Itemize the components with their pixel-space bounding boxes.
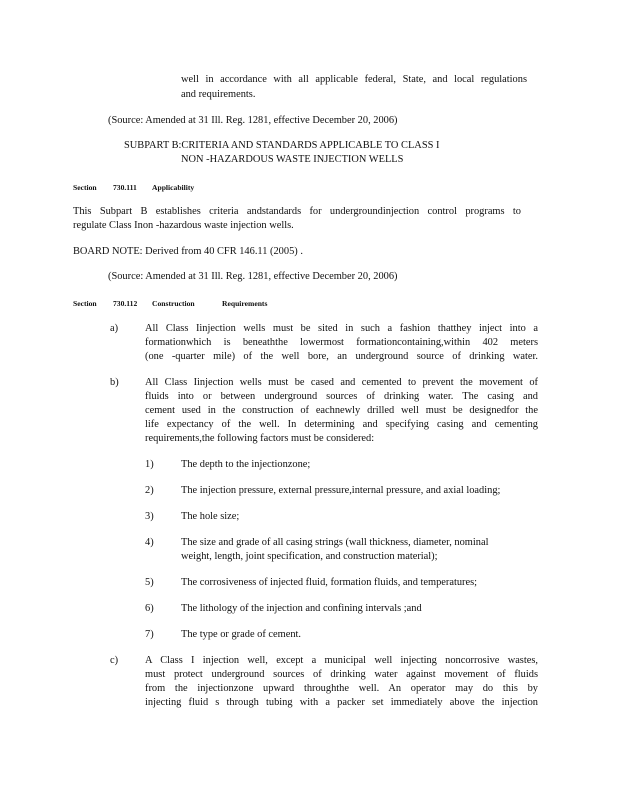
section-112-title-2: Requirements xyxy=(222,299,268,308)
subpart-heading-line-1: SUBPART B:CRITERIA AND STANDARDS APPLICABLE TO CLASS I xyxy=(124,140,440,151)
para-b-label: b) xyxy=(110,377,119,388)
para-b-line-2: fluids into or between underground sources of drinking water. The casing and xyxy=(145,391,538,402)
factor-4-text-line-1: The size and grade of all casing strings (wall thickness, diameter, nominal xyxy=(181,537,489,548)
factor-5-number: 5) xyxy=(145,577,154,588)
section-112-number: 730.112 xyxy=(113,299,138,308)
factor-1-number: 1) xyxy=(145,459,154,470)
source-note-2: (Source: Amended at 31 Ill. Reg. 1281, effective December 20, 2006) xyxy=(108,271,398,282)
para-b-line-1: All Class Iinjection wells must be cased and cemented to prevent the movement of xyxy=(145,377,538,388)
applicability-line-1: This Subpart B establishes criteria andstandards for undergroundinjection control programs to xyxy=(73,206,521,217)
applicability-line-2: regulate Class Inon -hazardous waste injection wells. xyxy=(73,220,294,231)
factor-2-number: 2) xyxy=(145,485,154,496)
intro-line-1: well in accordance with all applicable federal, State, and local regulations xyxy=(181,74,527,85)
section-111-title: Applicability xyxy=(152,183,195,192)
para-c-line-2: must protect underground sources of drinking water against movement of fluids xyxy=(145,669,538,680)
para-a-line-3: (one -quarter mile) of the well bore, an underground source of drinking water. xyxy=(145,351,538,362)
para-c-line-3: from the injectionzone upward throughthe well. An operator may do this by xyxy=(145,683,538,694)
factor-6-number: 6) xyxy=(145,603,154,614)
para-c-line-4: injecting fluid s through tubing with a packer set immediately above the injection xyxy=(145,697,538,708)
para-a-line-1: All Class Iinjection wells must be sited in such a fashion thatthey inject into a xyxy=(145,323,538,334)
section-111-label: Section xyxy=(73,183,97,192)
factor-5-text: The corrosiveness of injected fluid, formation fluids, and temperatures; xyxy=(181,577,478,588)
subpart-heading-line-2: NON -HAZARDOUS WASTE INJECTION WELLS xyxy=(181,154,404,165)
factor-3-text: The hole size; xyxy=(181,511,240,522)
para-b-line-3: cement used in the construction of eachnewly drilled well must be designedfor the xyxy=(145,405,538,416)
para-c-label: c) xyxy=(110,655,119,666)
source-note-1: (Source: Amended at 31 Ill. Reg. 1281, effective December 20, 2006) xyxy=(108,115,398,126)
section-112-title: Construction xyxy=(152,299,195,308)
section-112-label: Section xyxy=(73,299,97,308)
factor-7-text: The type or grade of cement. xyxy=(181,629,302,640)
intro-line-2: and requirements. xyxy=(181,89,256,100)
section-111-number: 730.111 xyxy=(113,183,137,192)
para-a-line-2: formationwhich is beneaththe lowermost formationcontaining,within 402 meters xyxy=(145,337,538,348)
para-b-line-4: life expectancy of the well. In determining and specifying casing and cementing xyxy=(145,419,538,430)
para-b-line-5: requirements,the following factors must be considered: xyxy=(145,433,375,444)
factor-7-number: 7) xyxy=(145,629,154,640)
para-c-line-1: A Class I injection well, except a municipal well injecting noncorrosive wastes, xyxy=(145,655,538,666)
factor-3-number: 3) xyxy=(145,511,154,522)
para-a-label: a) xyxy=(110,323,119,334)
factor-4-number: 4) xyxy=(145,537,154,548)
board-note: BOARD NOTE: Derived from 40 CFR 146.11 (2005) . xyxy=(73,246,303,257)
factor-6-text: The lithology of the injection and confining intervals ;and xyxy=(181,603,422,614)
factor-4-text-line-2: weight, length, joint specification, and construction material); xyxy=(181,551,438,562)
factor-2-text: The injection pressure, external pressure,internal pressure, and axial loading; xyxy=(181,485,501,496)
factor-1-text: The depth to the injectionzone; xyxy=(181,459,311,470)
